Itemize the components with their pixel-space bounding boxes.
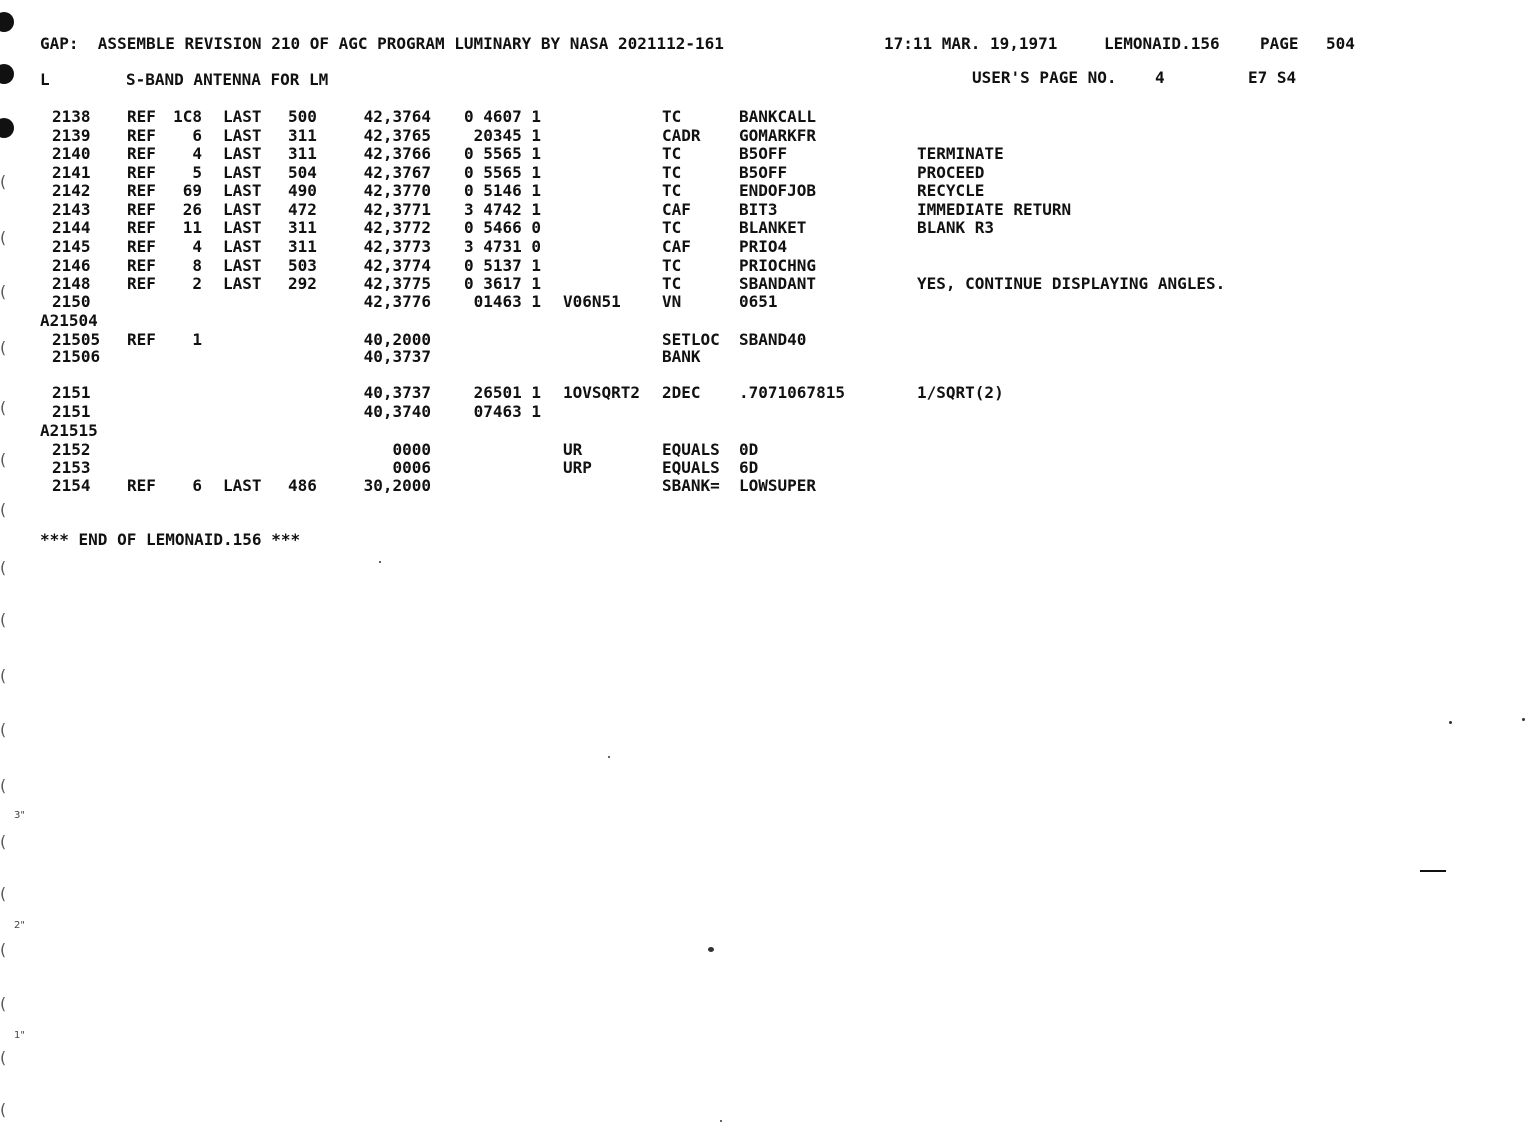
line-number: 21506 xyxy=(52,347,101,366)
operand: ENDOFJOB xyxy=(739,181,817,200)
last-keyword: LAST xyxy=(223,144,262,163)
ref-count: 6 xyxy=(192,126,202,145)
comment: IMMEDIATE RETURN xyxy=(917,200,1072,219)
bank-address: 0000 xyxy=(392,440,431,459)
last-page: 292 xyxy=(288,274,317,293)
octal-code: 3 4742 1 xyxy=(463,200,541,219)
feed-hole-mark: ( xyxy=(0,398,7,417)
comment: PROCEED xyxy=(917,163,985,182)
octal-code: 0 3617 1 xyxy=(463,274,541,293)
end-of-listing: *** END OF LEMONAID.156 *** xyxy=(40,530,301,549)
octal-code: 0 5466 0 xyxy=(463,218,541,237)
last-keyword: LAST xyxy=(223,163,262,182)
opcode: EQUALS xyxy=(662,440,720,459)
last-page: 503 xyxy=(288,256,317,275)
feed-hole-mark: ( xyxy=(0,450,7,469)
operand: PRIO4 xyxy=(739,237,788,256)
comment: TERMINATE xyxy=(917,144,1004,163)
operand: 0651 xyxy=(739,292,778,311)
inch-mark: 1" xyxy=(14,1030,25,1041)
line-number: 2142 xyxy=(52,181,91,200)
feed-hole-mark: ( xyxy=(0,282,7,301)
line-number: 2145 xyxy=(52,237,91,256)
ref-keyword: REF xyxy=(127,144,156,163)
feed-hole-mark: ( xyxy=(0,884,7,903)
opcode: EQUALS xyxy=(662,458,720,477)
bank-address: 42,3766 xyxy=(363,144,431,163)
symbol-label: URP xyxy=(563,458,592,477)
ref-count: 4 xyxy=(192,144,202,163)
last-page: 311 xyxy=(288,218,317,237)
operand: GOMARKFR xyxy=(739,126,817,145)
bank-address: 40,3737 xyxy=(363,347,431,366)
opcode: CAF xyxy=(662,200,691,219)
opcode: SETLOC xyxy=(662,330,720,349)
opcode: CAF xyxy=(662,237,691,256)
ref-keyword: REF xyxy=(127,274,156,293)
feed-hole-mark: ( xyxy=(0,940,7,959)
inch-mark: 3" xyxy=(14,810,25,821)
operand: SBAND40 xyxy=(739,330,807,349)
feed-hole-mark: ( xyxy=(0,666,7,685)
last-page: 311 xyxy=(288,237,317,256)
octal-code: 0 5137 1 xyxy=(463,256,541,275)
line-number: 2152 xyxy=(52,440,91,459)
opcode: BANK xyxy=(662,347,701,366)
line-number: 2138 xyxy=(52,107,91,126)
log-section-marker: L xyxy=(40,70,50,89)
opcode: TC xyxy=(662,163,682,182)
last-keyword: LAST xyxy=(223,181,262,200)
ref-keyword: REF xyxy=(127,256,156,275)
operand: 6D xyxy=(739,458,759,477)
symbol-label: UR xyxy=(563,440,583,459)
feed-hole-mark: ( xyxy=(0,994,7,1013)
last-page: 500 xyxy=(288,107,317,126)
bank-address: 40,3737 xyxy=(363,383,431,402)
ref-count: 4 xyxy=(192,237,202,256)
line-number: 2144 xyxy=(52,218,91,237)
octal-code: 0 5565 1 xyxy=(463,144,541,163)
last-keyword: LAST xyxy=(223,476,262,495)
bank-address: 42,3764 xyxy=(363,107,431,126)
opcode: TC xyxy=(662,144,682,163)
symbol-label: V06N51 xyxy=(563,292,621,311)
line-number: 2153 xyxy=(52,458,91,477)
last-page: 311 xyxy=(288,126,317,145)
feed-hole-mark: ( xyxy=(0,832,7,851)
last-keyword: LAST xyxy=(223,200,262,219)
octal-code: 07463 1 xyxy=(473,402,541,421)
bank-address: 42,3773 xyxy=(363,237,431,256)
ref-count: 6 xyxy=(192,476,202,495)
opcode: SBANK= xyxy=(662,476,720,495)
line-number: 21505 xyxy=(52,330,101,349)
last-keyword: LAST xyxy=(223,218,262,237)
line-number: 2151 xyxy=(52,402,91,421)
feed-hole-mark: ( xyxy=(0,172,7,191)
feed-hole-mark: ( xyxy=(0,338,7,357)
feed-hole-mark: ( xyxy=(0,228,7,247)
bank-address: 42,3775 xyxy=(363,274,431,293)
ref-count: 26 xyxy=(182,200,202,219)
opcode: VN xyxy=(662,292,682,311)
feed-hole-mark: ( xyxy=(0,500,7,519)
bank-address: 30,2000 xyxy=(363,476,431,495)
operand: LOWSUPER xyxy=(739,476,817,495)
operand: B5OFF xyxy=(739,163,788,182)
last-keyword: LAST xyxy=(223,274,262,293)
listing-file-name: LEMONAID.156 xyxy=(1104,34,1220,53)
comment: RECYCLE xyxy=(917,181,985,200)
ref-count: 1 xyxy=(192,330,202,349)
bank-address: 42,3767 xyxy=(363,163,431,182)
bank-address: 40,3740 xyxy=(363,402,431,421)
opcode: CADR xyxy=(662,126,701,145)
feed-hole-mark: ( xyxy=(0,720,7,739)
ref-keyword: REF xyxy=(127,237,156,256)
bank-address: 40,2000 xyxy=(363,330,431,349)
ref-count: 2 xyxy=(192,274,202,293)
comment: YES, CONTINUE DISPLAYING ANGLES. xyxy=(917,274,1226,293)
line-number: A21515 xyxy=(40,421,98,440)
ref-keyword: REF xyxy=(127,200,156,219)
punch-hole xyxy=(0,12,14,32)
line-number: 2143 xyxy=(52,200,91,219)
punch-hole xyxy=(0,118,14,138)
ref-count: 1C8 xyxy=(173,107,202,126)
ref-keyword: REF xyxy=(127,107,156,126)
opcode: TC xyxy=(662,181,682,200)
line-number: 2140 xyxy=(52,144,91,163)
bank-address: 42,3771 xyxy=(363,200,431,219)
bank-address: 42,3776 xyxy=(363,292,431,311)
opcode: TC xyxy=(662,218,682,237)
last-keyword: LAST xyxy=(223,256,262,275)
last-page: 490 xyxy=(288,181,317,200)
line-number: 2150 xyxy=(52,292,91,311)
stray-mark xyxy=(1449,721,1452,724)
octal-code: 0 5565 1 xyxy=(463,163,541,182)
ref-count: 5 xyxy=(192,163,202,182)
stray-mark xyxy=(708,947,714,952)
operand: B5OFF xyxy=(739,144,788,163)
line-number: 2141 xyxy=(52,163,91,182)
stray-mark xyxy=(1420,870,1446,872)
octal-code: 20345 1 xyxy=(473,126,541,145)
page-label: PAGE xyxy=(1260,34,1299,53)
last-page: 486 xyxy=(288,476,317,495)
ref-count: 8 xyxy=(192,256,202,275)
listing-header: GAP: ASSEMBLE REVISION 210 OF AGC PROGRAM LUMINARY BY NASA 2021112-161 xyxy=(40,34,724,53)
octal-code: 0 5146 1 xyxy=(463,181,541,200)
punch-hole xyxy=(0,64,14,84)
stray-mark xyxy=(720,1120,722,1122)
operand: SBANDANT xyxy=(739,274,817,293)
ref-keyword: REF xyxy=(127,181,156,200)
line-number: 2151 xyxy=(52,383,91,402)
last-keyword: LAST xyxy=(223,126,262,145)
users-page-number: USER'S PAGE NO. 4 xyxy=(972,68,1165,87)
last-page: 504 xyxy=(288,163,317,182)
operand: 0D xyxy=(739,440,759,459)
ref-keyword: REF xyxy=(127,476,156,495)
log-section-title: S-BAND ANTENNA FOR LM xyxy=(126,70,329,89)
octal-code: 01463 1 xyxy=(473,292,541,311)
feed-hole-mark: ( xyxy=(0,1048,7,1067)
inch-mark: 2" xyxy=(14,920,25,931)
operand: BLANKET xyxy=(739,218,807,237)
bank-address: 42,3770 xyxy=(363,181,431,200)
print-timestamp: 17:11 MAR. 19,1971 xyxy=(884,34,1058,53)
opcode: TC xyxy=(662,274,682,293)
octal-code: 0 4607 1 xyxy=(463,107,541,126)
bank-address: 42,3774 xyxy=(363,256,431,275)
comment: 1/SQRT(2) xyxy=(917,383,1004,402)
last-keyword: LAST xyxy=(223,237,262,256)
opcode: TC xyxy=(662,256,682,275)
octal-code: 26501 1 xyxy=(473,383,541,402)
ref-count: 69 xyxy=(182,181,202,200)
feed-hole-mark: ( xyxy=(0,1100,7,1119)
ref-keyword: REF xyxy=(127,126,156,145)
section-code: E7 S4 xyxy=(1248,68,1297,87)
bank-address: 42,3772 xyxy=(363,218,431,237)
bank-address: 0006 xyxy=(392,458,431,477)
feed-hole-mark: ( xyxy=(0,558,7,577)
stray-mark xyxy=(379,561,381,563)
operand: BANKCALL xyxy=(739,107,817,126)
ref-keyword: REF xyxy=(127,218,156,237)
opcode: 2DEC xyxy=(662,383,701,402)
ref-count: 11 xyxy=(182,218,202,237)
feed-hole-mark: ( xyxy=(0,776,7,795)
operand: PRIOCHNG xyxy=(739,256,817,275)
page-number: 504 xyxy=(1326,34,1355,53)
ref-keyword: REF xyxy=(127,330,156,349)
opcode: TC xyxy=(662,107,682,126)
line-number: A21504 xyxy=(40,311,98,330)
line-number: 2146 xyxy=(52,256,91,275)
line-number: 2139 xyxy=(52,126,91,145)
bank-address: 42,3765 xyxy=(363,126,431,145)
last-page: 472 xyxy=(288,200,317,219)
last-page: 311 xyxy=(288,144,317,163)
feed-hole-mark: ( xyxy=(0,610,7,629)
ref-keyword: REF xyxy=(127,163,156,182)
stray-mark xyxy=(608,756,610,758)
symbol-label: 1OVSQRT2 xyxy=(563,383,641,402)
stray-mark xyxy=(1522,718,1525,721)
octal-code: 3 4731 0 xyxy=(463,237,541,256)
comment: BLANK R3 xyxy=(917,218,995,237)
operand: .7071067815 xyxy=(739,383,845,402)
line-number: 2154 xyxy=(52,476,91,495)
operand: BIT3 xyxy=(739,200,778,219)
last-keyword: LAST xyxy=(223,107,262,126)
line-number: 2148 xyxy=(52,274,91,293)
